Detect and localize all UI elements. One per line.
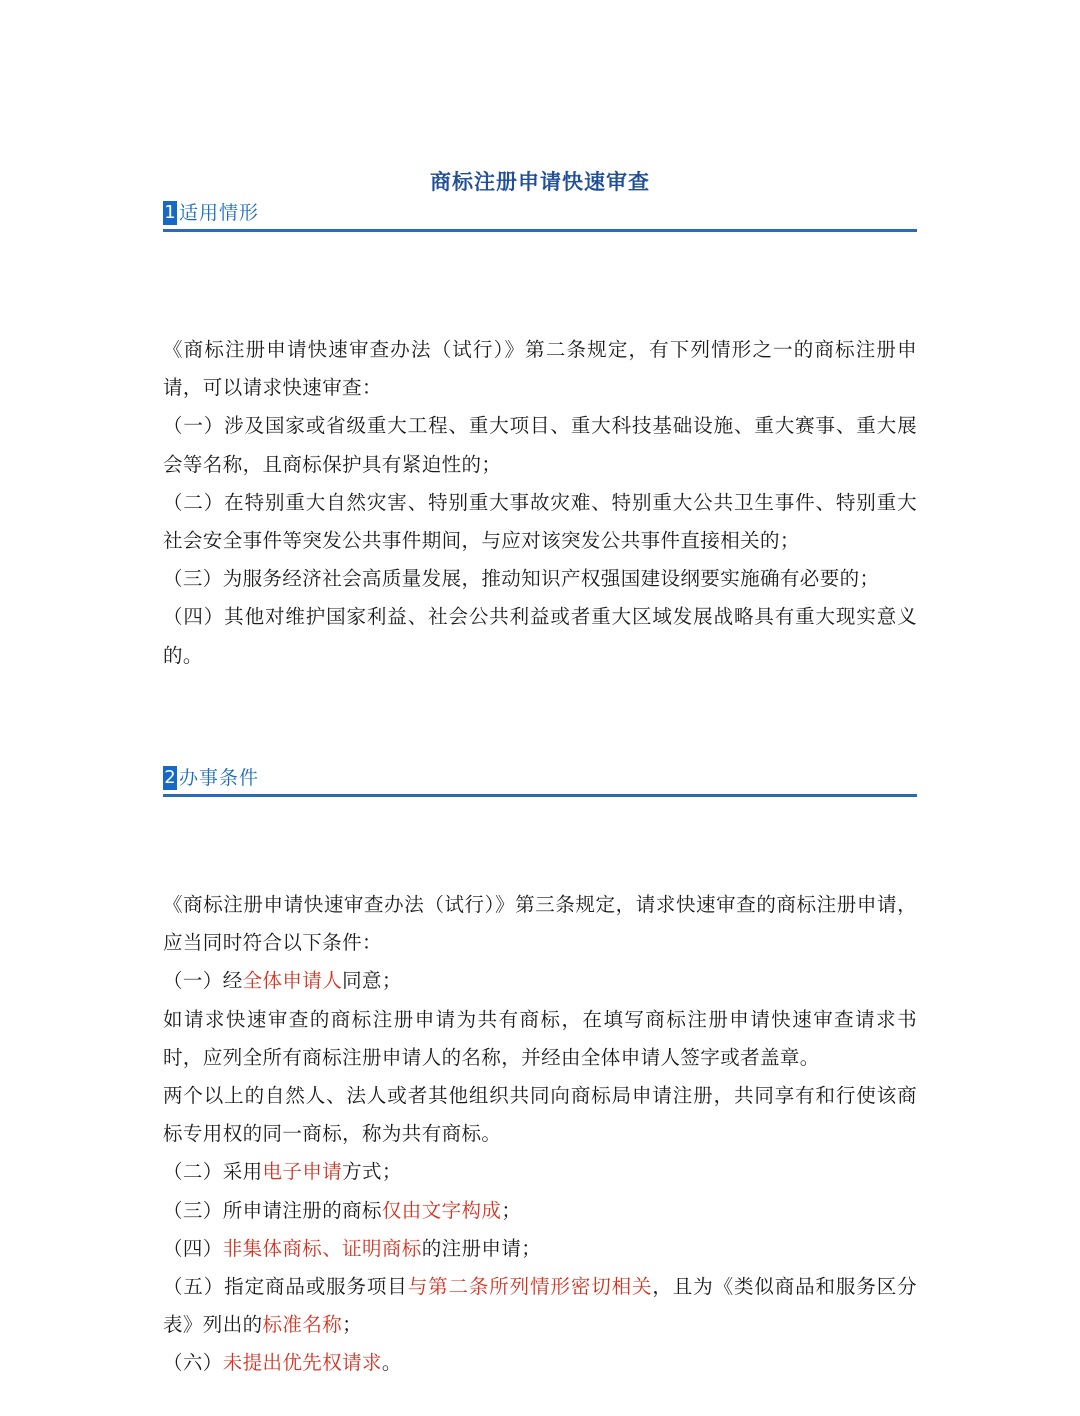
list-item bbox=[163, 1192, 917, 1230]
paragraph: 《商标注册申请快速审查办法（试行）》第二条规定，有下列情形之一的商标注册申请，可以请求快速审查： bbox=[163, 338, 917, 400]
item-text: 。 bbox=[381, 1351, 402, 1375]
paragraph: 《商标注册申请快速审查办法（试行）》第三条规定，请求快速审查的商标注册申请，应当同时符合以下条件： bbox=[163, 893, 917, 955]
section-1-body bbox=[163, 331, 917, 675]
list-item bbox=[163, 1230, 917, 1268]
section-header-2 bbox=[163, 764, 917, 797]
list-item bbox=[163, 1153, 917, 1191]
list-item: （一）涉及国家或省级重大工程、重大项目、重大科技基础设施、重大赛事、重大展会等名称，且商标保护具有紧迫性的； bbox=[163, 414, 917, 476]
document-title: 商标注册申请快速审查 bbox=[430, 170, 650, 194]
section-number-badge: 1 bbox=[164, 202, 176, 223]
list-item bbox=[163, 962, 917, 1000]
list-item: （四）其他对维护国家利益、社会公共利益或者重大区域发展战略具有重大现实意义的。 bbox=[163, 605, 917, 667]
item-text: ； bbox=[501, 1198, 522, 1222]
item-text: （三）所申请注册的商标 bbox=[163, 1198, 382, 1222]
item-text: ； bbox=[342, 1313, 363, 1337]
item-text: （四） bbox=[163, 1236, 223, 1260]
item-text: 的注册申请； bbox=[421, 1236, 542, 1260]
highlighted-text: 全体申请人 bbox=[242, 969, 343, 993]
highlighted-text: 与第二条所列情形密切相关 bbox=[407, 1275, 653, 1299]
item-text: （一）经 bbox=[163, 969, 243, 993]
paragraph: 两个以上的自然人、法人或者其他组织共同向商标局申请注册，共同享有和行使该商标专用权的同一商标，称为共有商标。 bbox=[163, 1084, 917, 1146]
item-text: （五）指定商品或服务项目 bbox=[163, 1275, 408, 1299]
paragraph: 如请求快速审查的商标注册申请为共有商标，在填写商标注册申请快速审查请求书时，应列全所有商标注册申请人的名称，并经由全体申请人签字或者盖章。 bbox=[163, 1007, 917, 1069]
section-header-1 bbox=[163, 199, 917, 232]
section-label: 适用情形 bbox=[179, 202, 260, 224]
highlighted-text: 电子申请 bbox=[262, 1160, 343, 1184]
highlighted-text: 未提出优先权请求 bbox=[222, 1351, 382, 1375]
section-number-badge: 2 bbox=[164, 767, 176, 788]
item-text: ，且为《类似商品和服务区分表》列出的 bbox=[163, 1275, 917, 1337]
item-text: （二）采用 bbox=[163, 1160, 263, 1184]
list-item bbox=[163, 1344, 917, 1382]
section-label: 办事条件 bbox=[179, 767, 260, 789]
list-item: （三）为服务经济社会高质量发展，推动知识产权强国建设纲要实施确有必要的； bbox=[163, 567, 880, 591]
item-text: （六） bbox=[163, 1351, 223, 1375]
item-text: 方式； bbox=[342, 1160, 402, 1184]
highlighted-text: 非集体商标、证明商标 bbox=[222, 1236, 422, 1260]
item-text: 同意； bbox=[342, 969, 402, 993]
list-item: （二）在特别重大自然灾害、特别重大事故灾难、特别重大公共卫生事件、特别重大社会安全事件等突发公共事件期间，与应对该突发公共事件直接相关的； bbox=[163, 490, 917, 553]
section-2-body bbox=[163, 886, 917, 1383]
list-item bbox=[163, 1268, 917, 1344]
highlighted-text: 仅由文字构成 bbox=[381, 1198, 502, 1222]
highlighted-text: 标准名称 bbox=[262, 1313, 343, 1337]
